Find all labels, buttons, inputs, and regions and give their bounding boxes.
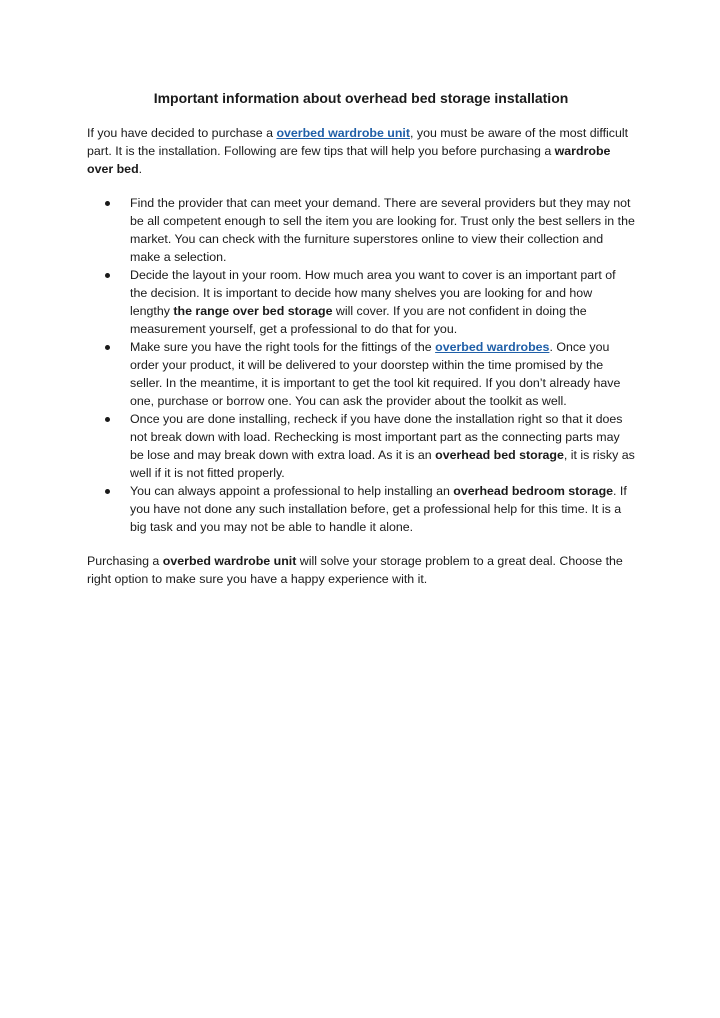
closing-text-1: Purchasing a: [87, 554, 163, 568]
overbed-wardrobe-unit-link[interactable]: overbed wardrobe unit: [276, 126, 410, 140]
list-item: [130, 266, 635, 338]
tip-3-text-1: Make sure you have the right tools for the fittings of the: [130, 340, 436, 354]
bullet-icon: [105, 201, 110, 206]
tip-5-text-1: You can always appoint a professional to help installing an: [130, 484, 454, 498]
closing-text-2: will solve your storage problem to a great deal. Choose the right option to make sure you have a happy experience with it.: [87, 554, 623, 586]
overbed-wardrobes-link[interactable]: overbed wardrobes: [435, 340, 550, 354]
list-item: [130, 482, 635, 536]
tips-list: [87, 194, 635, 536]
document-title: Important information about overhead bed storage installation: [153, 90, 569, 106]
wardrobe-over-bed-bold: wardrobe over bed: [87, 144, 611, 176]
intro-text-1: If you have decided to purchase a: [87, 126, 277, 140]
list-item: [130, 338, 635, 410]
overhead-bed-storage-bold: overhead bed storage: [435, 448, 564, 462]
tip-3-text-2: . Once you order your product, it will be delivered to your doorstep within the time promised by the seller. In the meantime, it is important to get the tool kit required. If you don’t already have one, purchase or borrow one. You can ask the provider about the toolkit as well.: [130, 340, 621, 408]
bullet-icon: [105, 489, 110, 494]
closing-overbed-wardrobe-unit-bold: overbed wardrobe unit: [162, 554, 297, 568]
tip-2-text-2: will cover. If you are not confident in doing the measurement yourself, get a professional to do that for you.: [130, 304, 587, 336]
list-item: [130, 194, 635, 266]
tip-5-text-2: . If you have not done any such installation before, get a professional help for this time. It is a big task and you may not be able to handle it alone.: [130, 484, 627, 534]
bullet-icon: [105, 345, 110, 350]
closing-paragraph: [87, 552, 635, 588]
document-page: [87, 88, 635, 588]
tip-4-text-1: Once you are done installing, recheck if you have done the installation right so that it does not break down with load. Rechecking is most important part as the connecting parts may be lose and may break down with extra load. As it is an: [130, 412, 623, 462]
tip-1-text: Find the provider that can meet your demand. There are several providers but they may not be all competent enough to sell the item you are looking for. Trust only the best sellers in the market. You can check with the furniture superstores online to view their collection and make a selection.: [130, 196, 635, 264]
tip-4-text-2: , it is risky as well if it is not fitted properly.: [130, 448, 635, 480]
intro-text-2: , you must be aware of the most difficult part. It is the installation. Following are few tips that will help you before purchasing a: [87, 126, 629, 158]
bullet-icon: [105, 417, 110, 422]
list-item: [130, 410, 635, 482]
bullet-icon: [105, 273, 110, 278]
intro-paragraph: [87, 124, 635, 178]
overhead-bedroom-storage-bold: overhead bedroom storage: [453, 484, 614, 498]
intro-text-3: .: [138, 162, 143, 176]
range-over-bed-storage-bold: the range over bed storage: [173, 304, 333, 318]
tip-2-text-1: Decide the layout in your room. How much area you want to cover is an important part of the decision. It is important to decide how many shelves you are looking for and how lengthy: [130, 268, 616, 318]
